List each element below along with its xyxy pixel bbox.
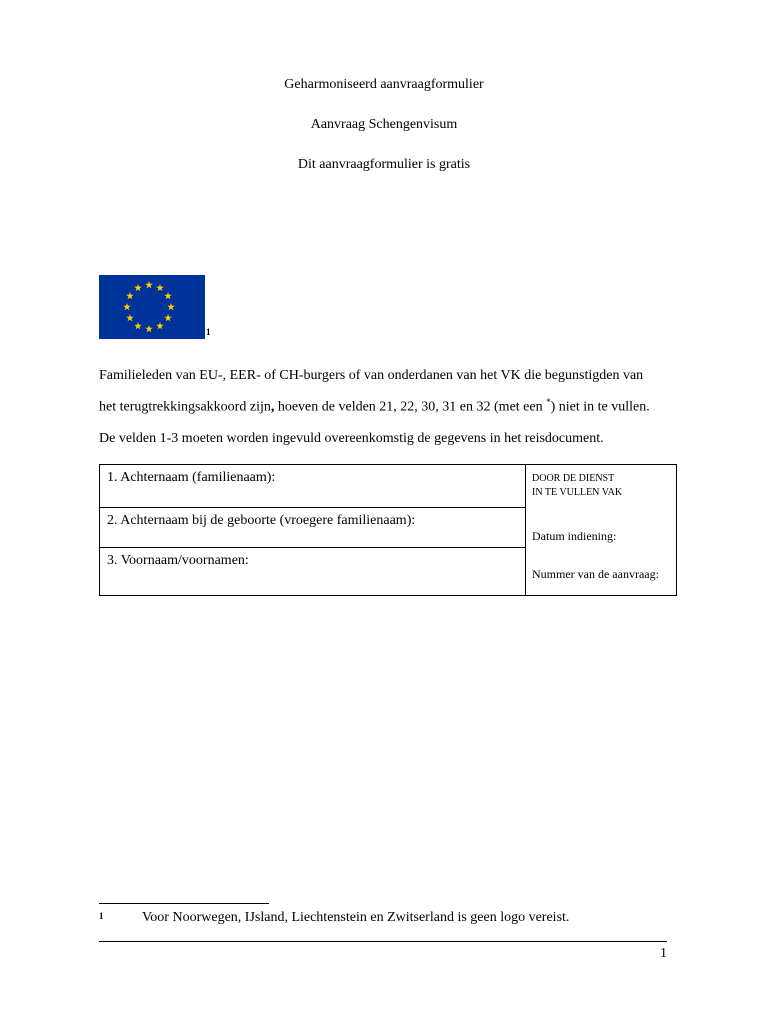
name-fields-column: [100, 465, 526, 595]
intro-text-d: ) niet in te vullen.: [550, 399, 650, 415]
birth-surname-label: 2. Achternaam bij de geboorte (vroegere familienaam):: [107, 513, 416, 528]
eu-star-icon: [126, 292, 134, 299]
intro-paragraph: [99, 363, 699, 421]
intro-line-1: Familieleden van EU-, EER- of CH-burgers of van onderdanen van het VK die begunstigden van: [99, 368, 644, 383]
identity-form-table: [99, 464, 677, 596]
surname-label: 1. Achternaam (familienaam):: [107, 470, 276, 485]
eu-star-icon: [134, 284, 142, 291]
eu-star-icon: [145, 281, 153, 288]
free-of-charge-note: Dit aanvraagformulier is gratis: [297, 157, 471, 172]
footnote-text: Voor Noorwegen, IJsland, Liechtenstein en Zwitserland is geen logo vereist.: [142, 910, 570, 925]
birth-surname-field[interactable]: [100, 508, 525, 548]
footnote-marker: 1: [99, 911, 104, 921]
application-number-label: Nummer van de aanvraag:: [532, 567, 659, 581]
eu-star-icon: [156, 284, 164, 291]
official-use-box: [526, 465, 676, 595]
form-title: Geharmoniseerd aanvraagformulier: [284, 77, 484, 92]
eu-star-icon: [164, 292, 172, 299]
eu-star-icon: [167, 303, 175, 310]
eu-flag-stars: [99, 275, 205, 339]
asterisk-marker: *: [546, 397, 551, 407]
page-number: 1: [660, 946, 667, 961]
eu-star-icon: [134, 322, 142, 329]
eu-star-icon: [145, 325, 153, 332]
page-footer-divider: [99, 941, 667, 942]
official-use-header: [532, 472, 622, 500]
official-use-header-line-1: DOOR DE DIENST: [532, 473, 615, 484]
intro-text-c: hoeven de velden 21, 22, 30, 31 en 32 (met een: [274, 399, 547, 415]
eu-star-icon: [156, 322, 164, 329]
submission-date-label: Datum indiening:: [532, 529, 617, 543]
eu-flag-icon: [99, 275, 205, 339]
fields-instruction: De velden 1-3 moeten worden ingevuld overeenkomstig de gegevens in het reisdocument.: [99, 431, 604, 446]
surname-field[interactable]: [100, 465, 525, 508]
first-names-label: 3. Voornaam/voornamen:: [107, 553, 249, 568]
eu-star-icon: [123, 303, 131, 310]
eu-star-icon: [164, 314, 172, 321]
official-use-header-line-2: IN TE VULLEN VAK: [532, 487, 623, 498]
intro-text-a: het terugtrekkingsakkoord zijn: [99, 399, 271, 415]
flag-footnote-marker: 1: [206, 327, 211, 337]
intro-line-2: [99, 389, 699, 421]
intro-bold-comma: ,: [270, 399, 275, 415]
first-names-field[interactable]: [100, 548, 525, 595]
footnote-divider: [99, 903, 269, 904]
form-subtitle: Aanvraag Schengenvisum: [310, 117, 458, 132]
eu-star-icon: [126, 314, 134, 321]
